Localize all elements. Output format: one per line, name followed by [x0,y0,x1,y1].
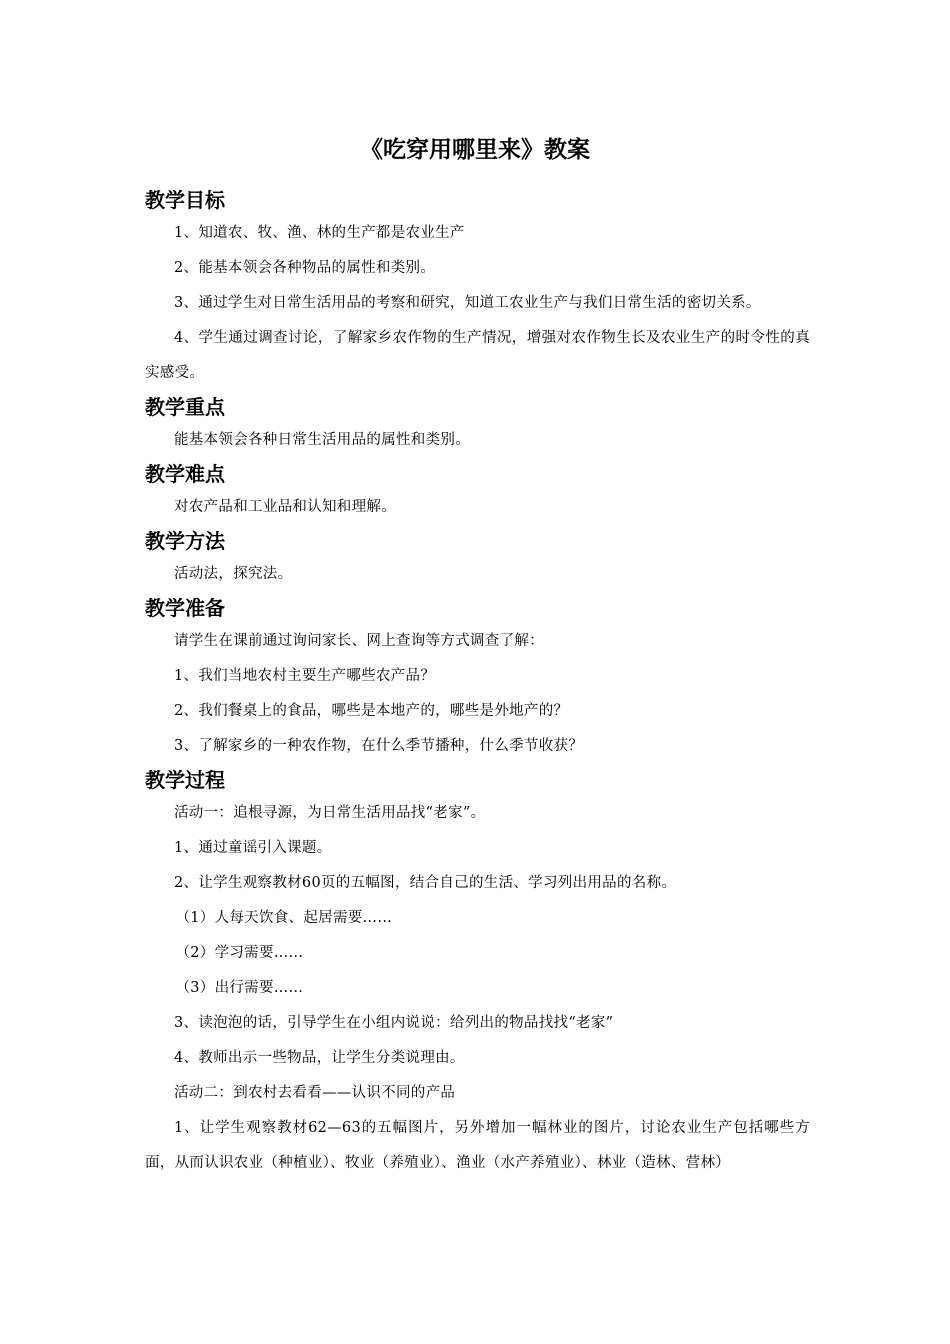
section-heading-methods: 教学方法 [145,529,225,553]
process-item: 4、教师出示一些物品，让学生分类说理由。 [174,1050,465,1066]
preparation-item: 1、我们当地农村主要生产哪些农产品？ [174,668,436,684]
objective-item: 2、能基本领会各种物品的属性和类别。 [174,260,436,276]
objective-item: 4、学生通过调查讨论，了解家乡农作物的生产情况，增强对农作物生长及农业生产的时令性的真实感受。 [145,330,810,381]
section-heading-difficulties: 教学难点 [145,462,225,486]
objective-item: 1、知道农、牧、渔、林的生产都是农业生产 [174,225,465,241]
key-point-text: 能基本领会各种日常生活用品的属性和类别。 [174,432,470,448]
process-item: 1、让学生观察教材62—63的五幅图片，另外增加一幅林业的图片，讨论农业生产包括哪些方面，从而认识农业（种植业）、牧业（养殖业）、渔业（水产养殖业）、林业（造林、营林） [145,1120,810,1171]
process-subitem: （1）人每天饮食、起居需要…… [175,910,393,926]
process-item: 1、通过童谣引入课题。 [174,840,332,856]
process-item: 2、让学生观察教材60页的五幅图，结合自己的生活、学习列出用品的名称。 [174,875,677,891]
process-subitem: （3）出行需要…… [175,980,304,996]
preparation-item: 2、我们餐桌上的食品，哪些是本地产的，哪些是外地产的？ [174,703,569,719]
preparation-item: 请学生在课前通过询问家长、网上查询等方式调查了解： [174,633,544,649]
process-item: 活动二：到农村去看看——认识不同的产品 [174,1085,456,1101]
section-heading-objectives: 教学目标 [145,188,225,212]
document-title: 《吃穿用哪里来》教案 [360,137,590,163]
document-body [145,184,810,1181]
section-heading-key-points: 教学重点 [145,395,225,419]
objective-item: 3、通过学生对日常生活用品的考察和研究，知道工农业生产与我们日常生活的密切关系。 [174,295,761,311]
process-item: 3、读泡泡的话，引导学生在小组内说说：给列出的物品找找“老家” [174,1015,614,1031]
difficulty-text: 对农产品和工业品和认知和理解。 [174,499,396,515]
process-subitem: （2）学习需要…… [175,945,304,961]
section-heading-preparation: 教学准备 [145,596,225,620]
method-text: 活动法，探究法。 [174,566,293,582]
preparation-item: 3、了解家乡的一种农作物，在什么季节播种，什么季节收获？ [174,738,584,754]
section-heading-process: 教学过程 [145,768,225,792]
process-item: 活动一：追根寻源，为日常生活用品找“老家”。 [174,805,486,821]
